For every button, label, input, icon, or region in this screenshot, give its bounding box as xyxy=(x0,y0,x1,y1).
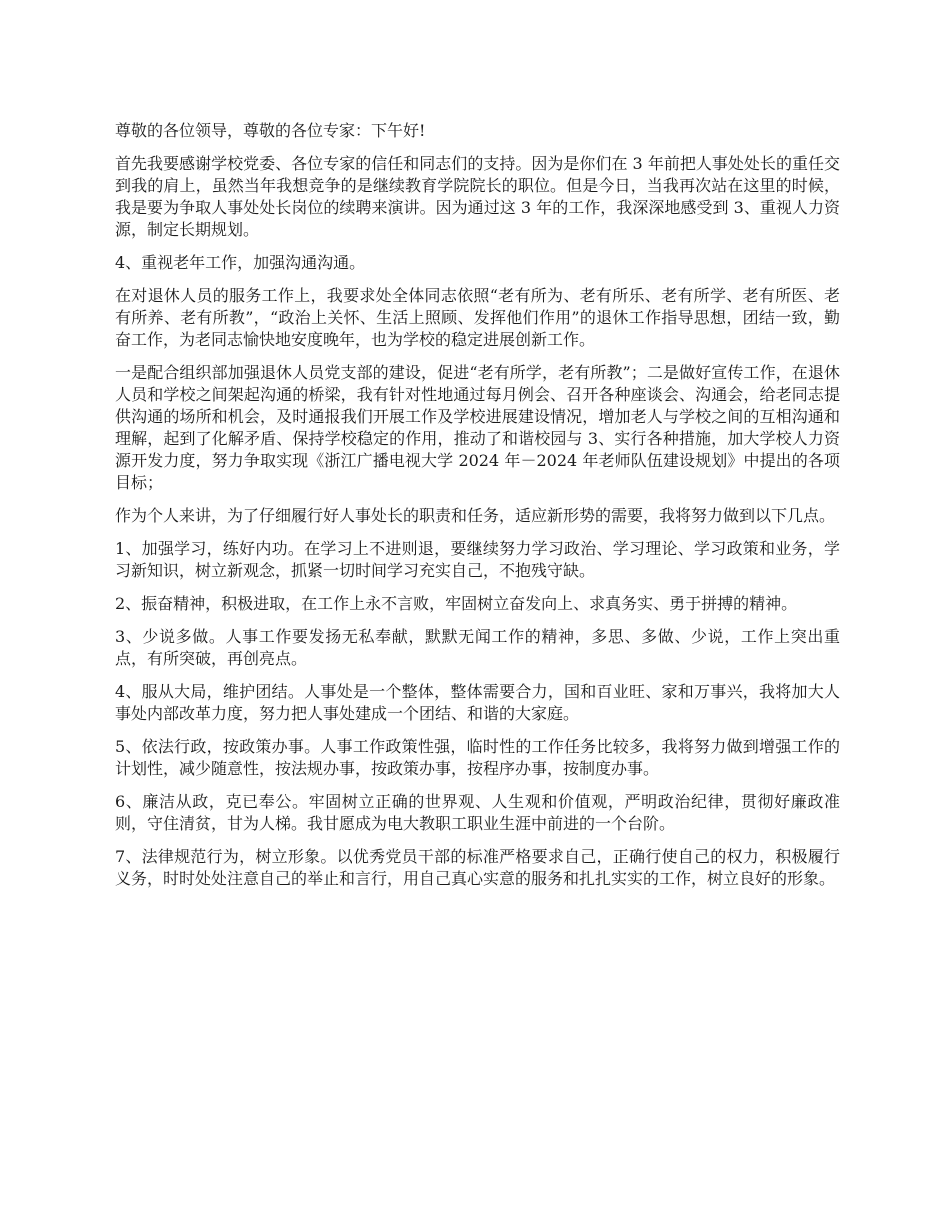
body-paragraph: 一是配合组织部加强退休人员党支部的建设，促进“老有所学，老有所教”；二是做好宣传工作，在退休人员和学校之间架起沟通的桥梁，我有针对性地通过每月例会、召开各种座谈会、沟通会，给老同志提供沟通的场所和机会，及时通报我们开展工作及学校进展建设情况，增加老人与学校之间的互相沟通和理解，起到了化解矛盾、保持学校稳定的作用，推动了和谐校园与 3、实行各种措施，加大学校人力资源开发力度，努力争取实现《浙江广播电视大学 2024 年－2024 年老师队伍建设规划》中提出的各项目标； xyxy=(115,363,840,492)
list-paragraph: 4、服从大局，维护团结。人事处是一个整体，整体需要合力，国和百业旺、家和万事兴，我将加大人事处内部改革力度，努力把人事处建成一个团结、和谐的大家庭。 xyxy=(115,682,840,723)
body-paragraph: 作为个人来讲，为了仔细履行好人事处长的职责和任务，适应新形势的需要，我将努力做到以下几点。 xyxy=(115,506,836,525)
list-paragraph: 7、法律规范行为，树立形象。以优秀党员干部的标准严格要求自己，正确行使自己的权力，积极履行义务，时时处处注意自己的举止和言行，用自己真心实意的服务和扎扎实实的工作，树立良好的形象。 xyxy=(115,847,840,888)
list-paragraph: 3、少说多做。人事工作要发扬无私奉献，默默无闻工作的精神，多思、多做、少说，工作上突出重点，有所突破，再创亮点。 xyxy=(115,627,840,668)
list-paragraph: 5、依法行政，按政策办事。人事工作政策性强，临时性的工作任务比较多，我将努力做到增强工作的计划性，减少随意性，按法规办事，按政策办事，按程序办事，按制度办事。 xyxy=(115,737,840,778)
document-body xyxy=(115,120,840,901)
list-paragraph: 2、振奋精神，积极进取，在工作上永不言败，牢固树立奋发向上、求真务实、勇于拼搏的精神。 xyxy=(115,594,798,613)
body-paragraph: 4、重视老年工作，加强沟通沟通。 xyxy=(115,253,366,272)
greeting-paragraph: 尊敬的各位领导，尊敬的各位专家：下午好! xyxy=(115,121,426,140)
intro-paragraph: 首先我要感谢学校党委、各位专家的信任和同志们的支持。因为是你们在 3 年前把人事处处长的重任交到我的肩上，虽然当年我想竞争的是继续教育学院院长的职位。但是今日，当我再次站在这里的时候，我是要为争取人事处处长岗位的续聘来演讲。因为通过这 3 年的工作，我深深地感受到 3、重视人力资源，制定长期规划。 xyxy=(115,154,840,239)
body-paragraph: 在对退休人员的服务工作上，我要求处全体同志依照“老有所为、老有所乐、老有所学、老有所医、老有所养、老有所教”，“政治上关怀、生活上照顾、发挥他们作用”的退休工作指导思想，团结一致，勤奋工作，为老同志愉快地安度晚年，也为学校的稳定进展创新工作。 xyxy=(115,286,840,349)
list-paragraph: 6、廉洁从政，克已奉公。牢固树立正确的世界观、人生观和价值观，严明政治纪律，贯彻好廉政准则，守住清贫，甘为人梯。我甘愿成为电大教职工职业生涯中前进的一个台阶。 xyxy=(115,792,840,833)
list-paragraph: 1、加强学习，练好内功。在学习上不进则退，要继续努力学习政治、学习理论、学习政策和业务，学习新知识，树立新观念，抓紧一切时间学习充实自己，不抱残守缺。 xyxy=(115,539,840,580)
